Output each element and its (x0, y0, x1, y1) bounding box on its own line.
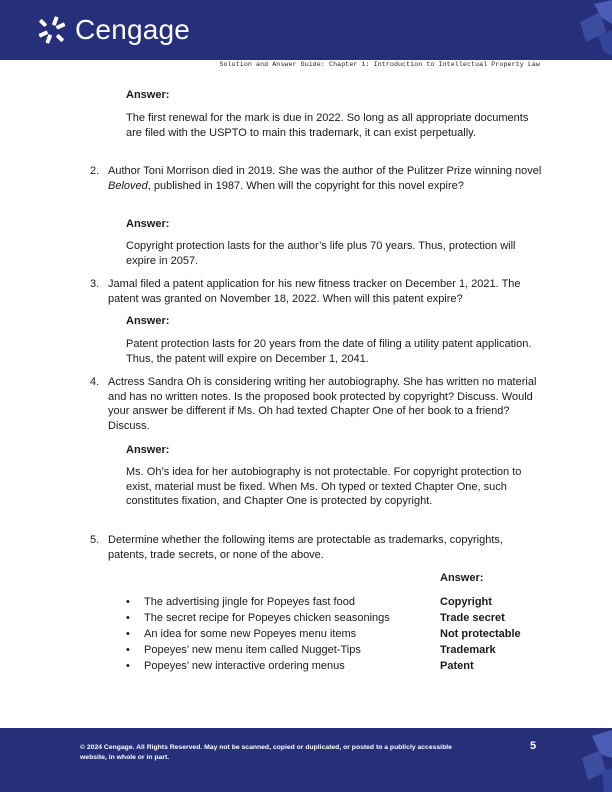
copyright-notice: © 2024 Cengage. All Rights Reserved. May not be scanned, copied or duplicated, or posted to a publicly accessible website, in whole or in part. (80, 744, 452, 761)
running-head: Solution and Answer Guide: Chapter 1: Introduction to Intellectual Property Law (219, 61, 540, 68)
question-number: 2. (90, 165, 100, 177)
item-text: Popeyes’ new menu item called Nugget-Tips (144, 644, 361, 656)
bullet-icon: • (126, 644, 130, 656)
item-text: Popeyes’ new interactive ordering menus (144, 660, 345, 672)
answer-text: Patent protection lasts for 20 years from the date of filing a utility patent application. Thus, the patent will expire on December 1, 2041. (126, 338, 532, 365)
item-answer: Copyright (440, 596, 492, 608)
item-text: The advertising jingle for Popeyes fast food (144, 596, 355, 608)
cengage-logo (37, 14, 190, 46)
answer-label: Answer: (126, 444, 170, 456)
book-title: Beloved (108, 179, 148, 192)
question-number: 4. (90, 376, 100, 388)
question-text: Author Toni Morrison died in 2019. She was the author of the Pulitzer Prize winning novel Beloved, published in 1987. When will the copyright for this novel expire? (108, 165, 542, 192)
question-number: 3. (90, 278, 100, 290)
list-item (126, 626, 546, 642)
answer-text: Copyright protection lasts for the author’s life plus 70 years. Thus, protection will expire in 2057. (126, 240, 516, 267)
question-text: Determine whether the following items are protectable as trademarks, copyrights, patents, trade secrets, or none of the above. (108, 534, 503, 561)
page-number: 5 (530, 740, 537, 752)
question-text: Jamal filed a patent application for his new fitness tracker on December 1, 2021. The patent was granted on November 18, 2022. When will this patent expire? (108, 278, 521, 305)
answer-label: Answer: (126, 315, 170, 327)
header-decoration-icon (572, 0, 612, 60)
bullet-icon: • (126, 596, 130, 608)
list-item (126, 658, 546, 674)
answer-text: The first renewal for the mark is due in 2022. So long as all appropriate documents are filed with the USPTO to main this trademark, it can exist perpetually. (126, 112, 529, 139)
item-answer: Patent (440, 660, 474, 672)
bullet-icon: • (126, 628, 130, 640)
item-answer: Trade secret (440, 612, 505, 624)
footer-decoration-icon (576, 728, 612, 792)
list-item (126, 594, 546, 610)
brand-name: Cengage (75, 14, 191, 45)
cengage-burst-icon (37, 15, 67, 45)
item-text: The secret recipe for Popeyes chicken seasonings (144, 612, 390, 624)
list-item (126, 642, 546, 658)
answer-label: Answer: (126, 89, 170, 101)
page-footer (0, 728, 612, 792)
item-text: An idea for some new Popeyes menu items (144, 628, 357, 640)
question-text: Actress Sandra Oh is considering writing her autobiography. She has written no material and has no written notes. Is the proposed book protected by copyright? Discuss. Would your answer be different if Ms. Oh had texted Chapter One of her book to a friend? Discuss. (108, 376, 537, 433)
bullet-icon: • (126, 660, 130, 672)
bullet-icon: • (126, 612, 130, 624)
answer-column-label: Answer: (440, 572, 484, 584)
item-answer: Not protectable (440, 628, 521, 640)
question-number: 5. (90, 534, 100, 546)
list-item (126, 610, 546, 626)
item-answer: Trademark (440, 644, 496, 656)
answer-text: Ms. Oh’s idea for her autobiography is not protectable. For copyright protection to exist, material must be fixed. When Ms. Oh typed or texted Chapter One, such constitutes fixation, and Chapter One is protected by copyright. (126, 466, 522, 508)
page-header (0, 0, 612, 60)
answer-label: Answer: (126, 218, 170, 230)
